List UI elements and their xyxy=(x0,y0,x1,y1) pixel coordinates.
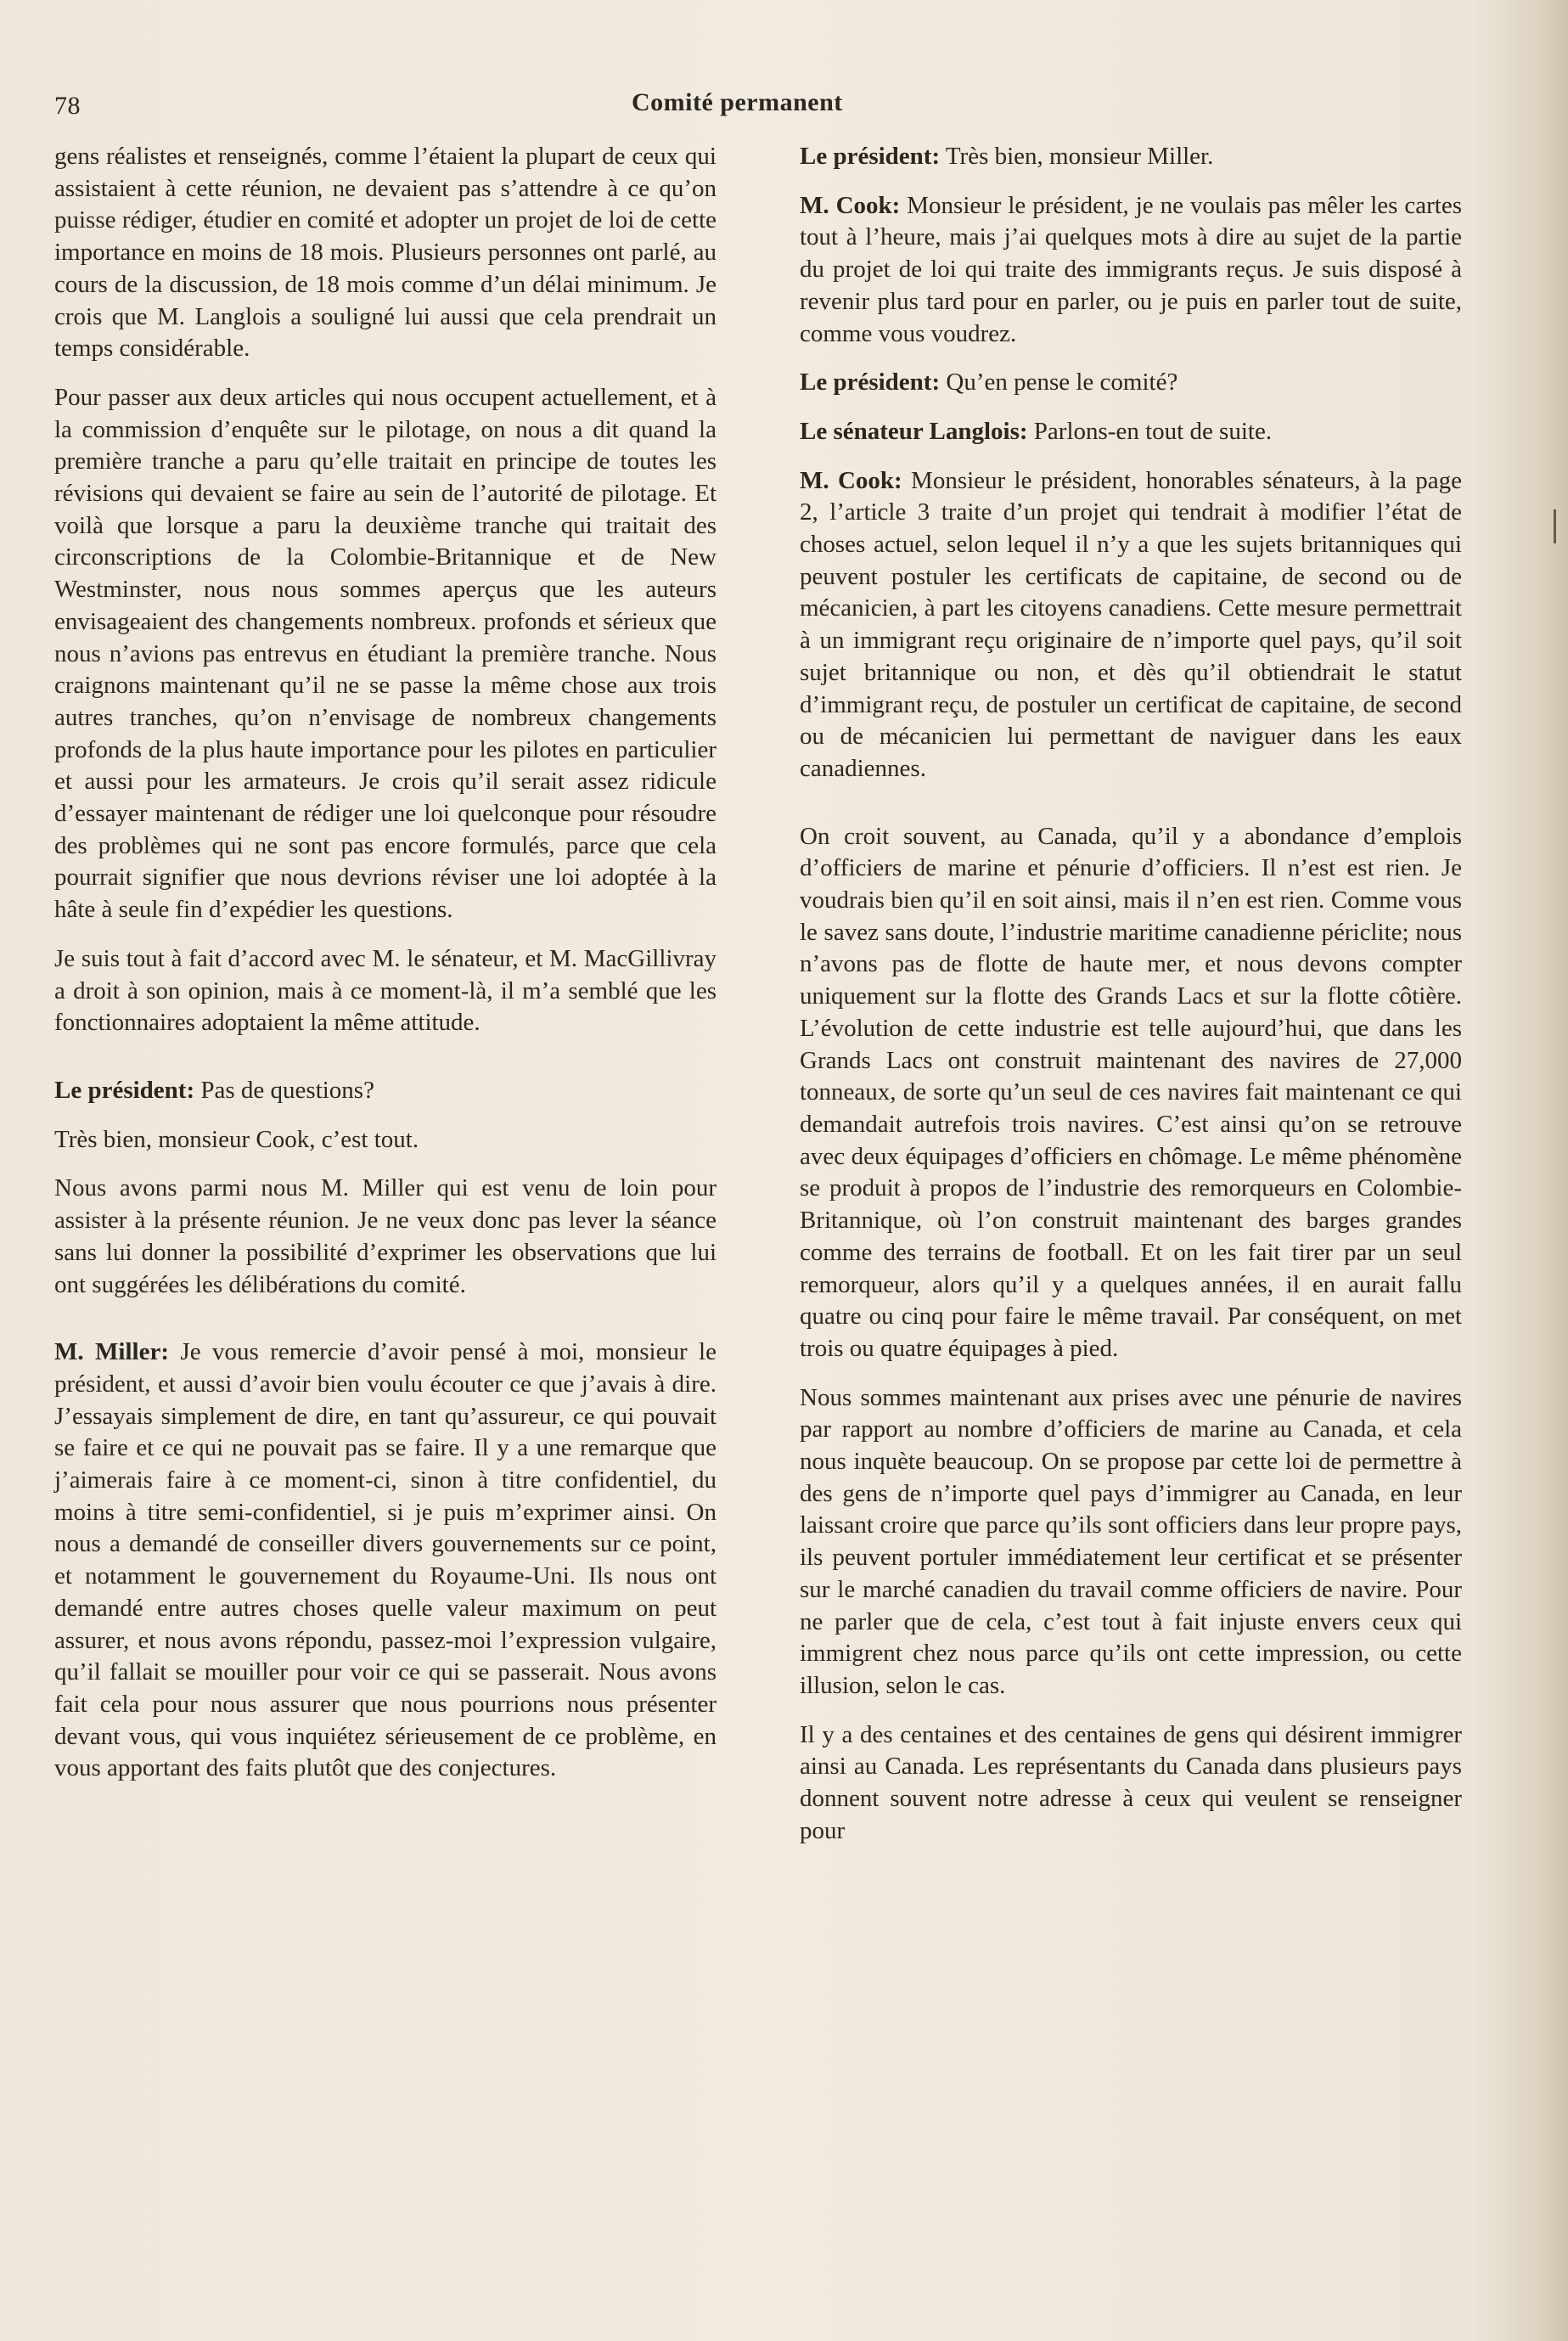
paragraph xyxy=(800,465,1462,785)
paragraph-text: Très bien, monsieur Cook, c’est tout. xyxy=(54,1125,419,1153)
paragraph-text: On croit souvent, au Canada, qu’il y a abondance d’emplois d’officiers de marine et pénurie d’officiers. Il n’est est rien. Je voudrais bien qu’il en soit ainsi, mais il n’en est rien. Comme vous le savez sans doute, l’industrie maritime canadienne périclite; nous n’avons pas de flotte de haute mer, et nous devons compter uniquement sur la flotte des Grands Lacs et sur la flotte côtière. L’évolution de cette industrie est telle aujourd’hui, que dans les Grands Lacs ont construit maintenant des navires de 27,000 tonneaux, de sorte qu’un seul de ces navires fait maintenant ce qui demandait autrefois trois navires. C’est ainsi qu’on se retrouve avec deux équipages d’officiers en chômage. Le même phénomène se produit à propos de l’industrie des remorqueurs en Colombie-Britannique, où l’on construit maintenant des barges grandes comme des terrains de football. Et on les fait tirer par un seul remorqueur, alors qu’il y a quelques années, il en aurait fallu quatre ou cinq pour faire le même travail. Par conséquent, on met trois ou quatre équipages à pied. xyxy=(800,822,1462,1362)
paragraph-text: Parlons-en tout de suite. xyxy=(1033,417,1273,445)
paragraph xyxy=(800,1382,1462,1702)
speaker-name: M. Cook: xyxy=(800,191,901,219)
left-column xyxy=(54,141,717,1802)
paragraph-text: Pas de questions? xyxy=(200,1076,374,1104)
speaker-name: Le sénateur Langlois: xyxy=(800,417,1028,445)
paragraph-text: Nous avons parmi nous M. Miller qui est venu de loin pour assister à la présente réunion. Je ne veux donc pas lever la séance sans lui donner la possibilité d’exprimer les observations que lui ont suggérées les délibérations du comité. xyxy=(54,1174,717,1298)
paragraph xyxy=(800,416,1462,448)
speaker-name: Le président: xyxy=(800,369,941,397)
paragraph-text: Monsieur le président, honorables sénateurs, à la page 2, l’article 3 traite d’un projet qui tendrait à modifier l’état de choses actuel, selon lequel il n’y a que les sujets britanniques qui peuvent postuler les certificats de capitaine, de second ou de mécanicien, à part les citoyens canadiens. Cette mesure permettrait à un immigrant reçu originaire de n’importe quel pays, qu’il soit sujet britannique ou non, et dès qu’il obtiendrait le statut d’immigrant reçu, de postuler un certificat de capitaine, de second ou de mécanicien lui permettant de naviguer dans les eaux canadiennes. xyxy=(800,466,1463,782)
paragraph xyxy=(54,1337,717,1785)
paragraph xyxy=(54,141,717,365)
speaker-name: Le président: xyxy=(54,1076,195,1104)
speaker-name: Le président: xyxy=(800,143,941,170)
paragraph-text: Très bien, monsieur Miller. xyxy=(945,143,1214,170)
paragraph-text: Qu’en pense le comité? xyxy=(946,369,1178,397)
right-column xyxy=(800,141,1462,1864)
speaker-name: M. Miller: xyxy=(54,1338,169,1366)
paragraph xyxy=(54,1124,717,1156)
paragraph-text: gens réalistes et renseignés, comme l’étaient la plupart de ceux qui assistaient à cette réunion, ne devaient pas s’attendre à ce qu’on puisse rédiger, étudier en comité et adopter un projet de loi de cette importance en moins de 18 mois. Plusieurs personnes ont parlé, au cours de la discussion, de 18 mois comme d’un délai minimum. Je crois que M. Langlois a souligné lui aussi que cela prendrait un temps considérable. xyxy=(54,143,717,363)
paragraph-text: Monsieur le président, je ne voulais pas mêler les cartes tout à l’heure, mais j’ai quelques mots à dire au sujet de la partie du projet de loi qui traite des immigrants reçus. Je suis disposé à revenir plus tard pour en parler, ou je puis en parler tout de suite, comme vous voudrez. xyxy=(800,191,1463,347)
paragraph xyxy=(54,1075,717,1107)
paragraph xyxy=(54,1173,717,1301)
paragraph-text: Je vous remercie d’avoir pensé à moi, monsieur le président, et aussi d’avoir bien voulu écouter ce que j’avais à dire. J’essayais simplement de dire, en tant qu’assureur, ce qui pouvait se faire et ce qui ne pouvait pas se faire. Il y a une remarque que j’aimerais faire à ce moment-ci, sinon à titre confidentiel, du moins à titre semi-confidentiel, si je puis m’exprimer ainsi. On nous a demandé de conseiller divers gouvernements sur ce point, et notamment le gouvernement du Royaume-Uni. Ils nous ont demandé entre autres choses quelle valeur maximum on peut assurer, et nous avons répondu, passez-moi l’expression vulgaire, qu’il fallait se mouiller pour voir ce qui se passerait. Nous avons fait cela pour nous assurer que nous pourrions nous présenter devant vous, qui vous inquiétez sérieusement de ce problème, en vous apportant des faits plutôt que des conjectures. xyxy=(54,1338,717,1782)
paragraph-text: Il y a des centaines et des centaines de gens qui désirent immigrer ainsi au Canada. Les représentants du Canada dans plusieurs pays donnent souvent notre adresse à ceux qui veulent se renseigner pour xyxy=(800,1720,1462,1844)
paragraph xyxy=(800,821,1462,1365)
paragraph xyxy=(800,367,1462,399)
paragraph-text: Nous sommes maintenant aux prises avec une pénurie de navires par rapport au nombre d’officiers de marine au Canada, et cela nous inquète beaucoup. On se propose par cette loi de permettre à des gens de n’importe quel pays d’immigrer au Canada, en leur laissant croire que parce qu’ils sont officiers dans leur propre pays, ils peuvent portuler immédiatement leur certificat et se présenter sur le marché canadien du travail comme officiers de navire. Pour ne parler que de cela, c’est tout à fait injuste envers ceux qui immigrent chez nous parce qu’ils ont cette impression, ou cette illusion, selon le cas. xyxy=(800,1383,1462,1699)
page-edge-mark xyxy=(1554,509,1556,543)
paragraph xyxy=(800,190,1462,351)
paragraph-text: Pour passer aux deux articles qui nous occupent actuellement, et à la commission d’enquête sur le pilotage, on nous a dit quand la première tranche a paru qu’elle traitait en principe de toutes les révisions qui devaient se faire au sein de l’autorité de pilotage. Et voilà que lorsque a paru la deuxième tranche qui traitait des circonscriptions de la Colombie-Britannique et de New Westminster, nous nous sommes aperçus que les auteurs envisageaient des changements nombreux. profonds et sérieux que nous n’avions pas entrevus en étudiant la première tranche. Nous craignons maintenant qu’il ne se passe la même chose aux trois autres tranches, qu’on n’envisage de nombreux changements profonds de la plus haute importance pour les pilotes en particulier et aussi pour les armateurs. Je crois qu’il serait assez ridicule d’essayer maintenant de rédiger une loi quelconque pour résoudre des problèmes qui ne sont pas encore formulés, parce que cela pourrait signifier que nous devrions réviser une loi adoptée à la hâte à seule fin d’expédier les questions. xyxy=(54,383,717,924)
running-title: Comité permanent xyxy=(632,88,843,116)
paragraph-text: Je suis tout à fait d’accord avec M. le sénateur, et M. MacGillivray a droit à son opinion, mais à ce moment-là, il m’a semblé que les fonctionnaires adoptaient la même attitude. xyxy=(54,944,717,1037)
paragraph xyxy=(54,943,717,1039)
speaker-name: M. Cook: xyxy=(800,466,902,494)
page-number: 78 xyxy=(54,92,81,120)
paragraph xyxy=(54,382,717,926)
paragraph xyxy=(800,1719,1462,1848)
paragraph xyxy=(800,141,1462,173)
